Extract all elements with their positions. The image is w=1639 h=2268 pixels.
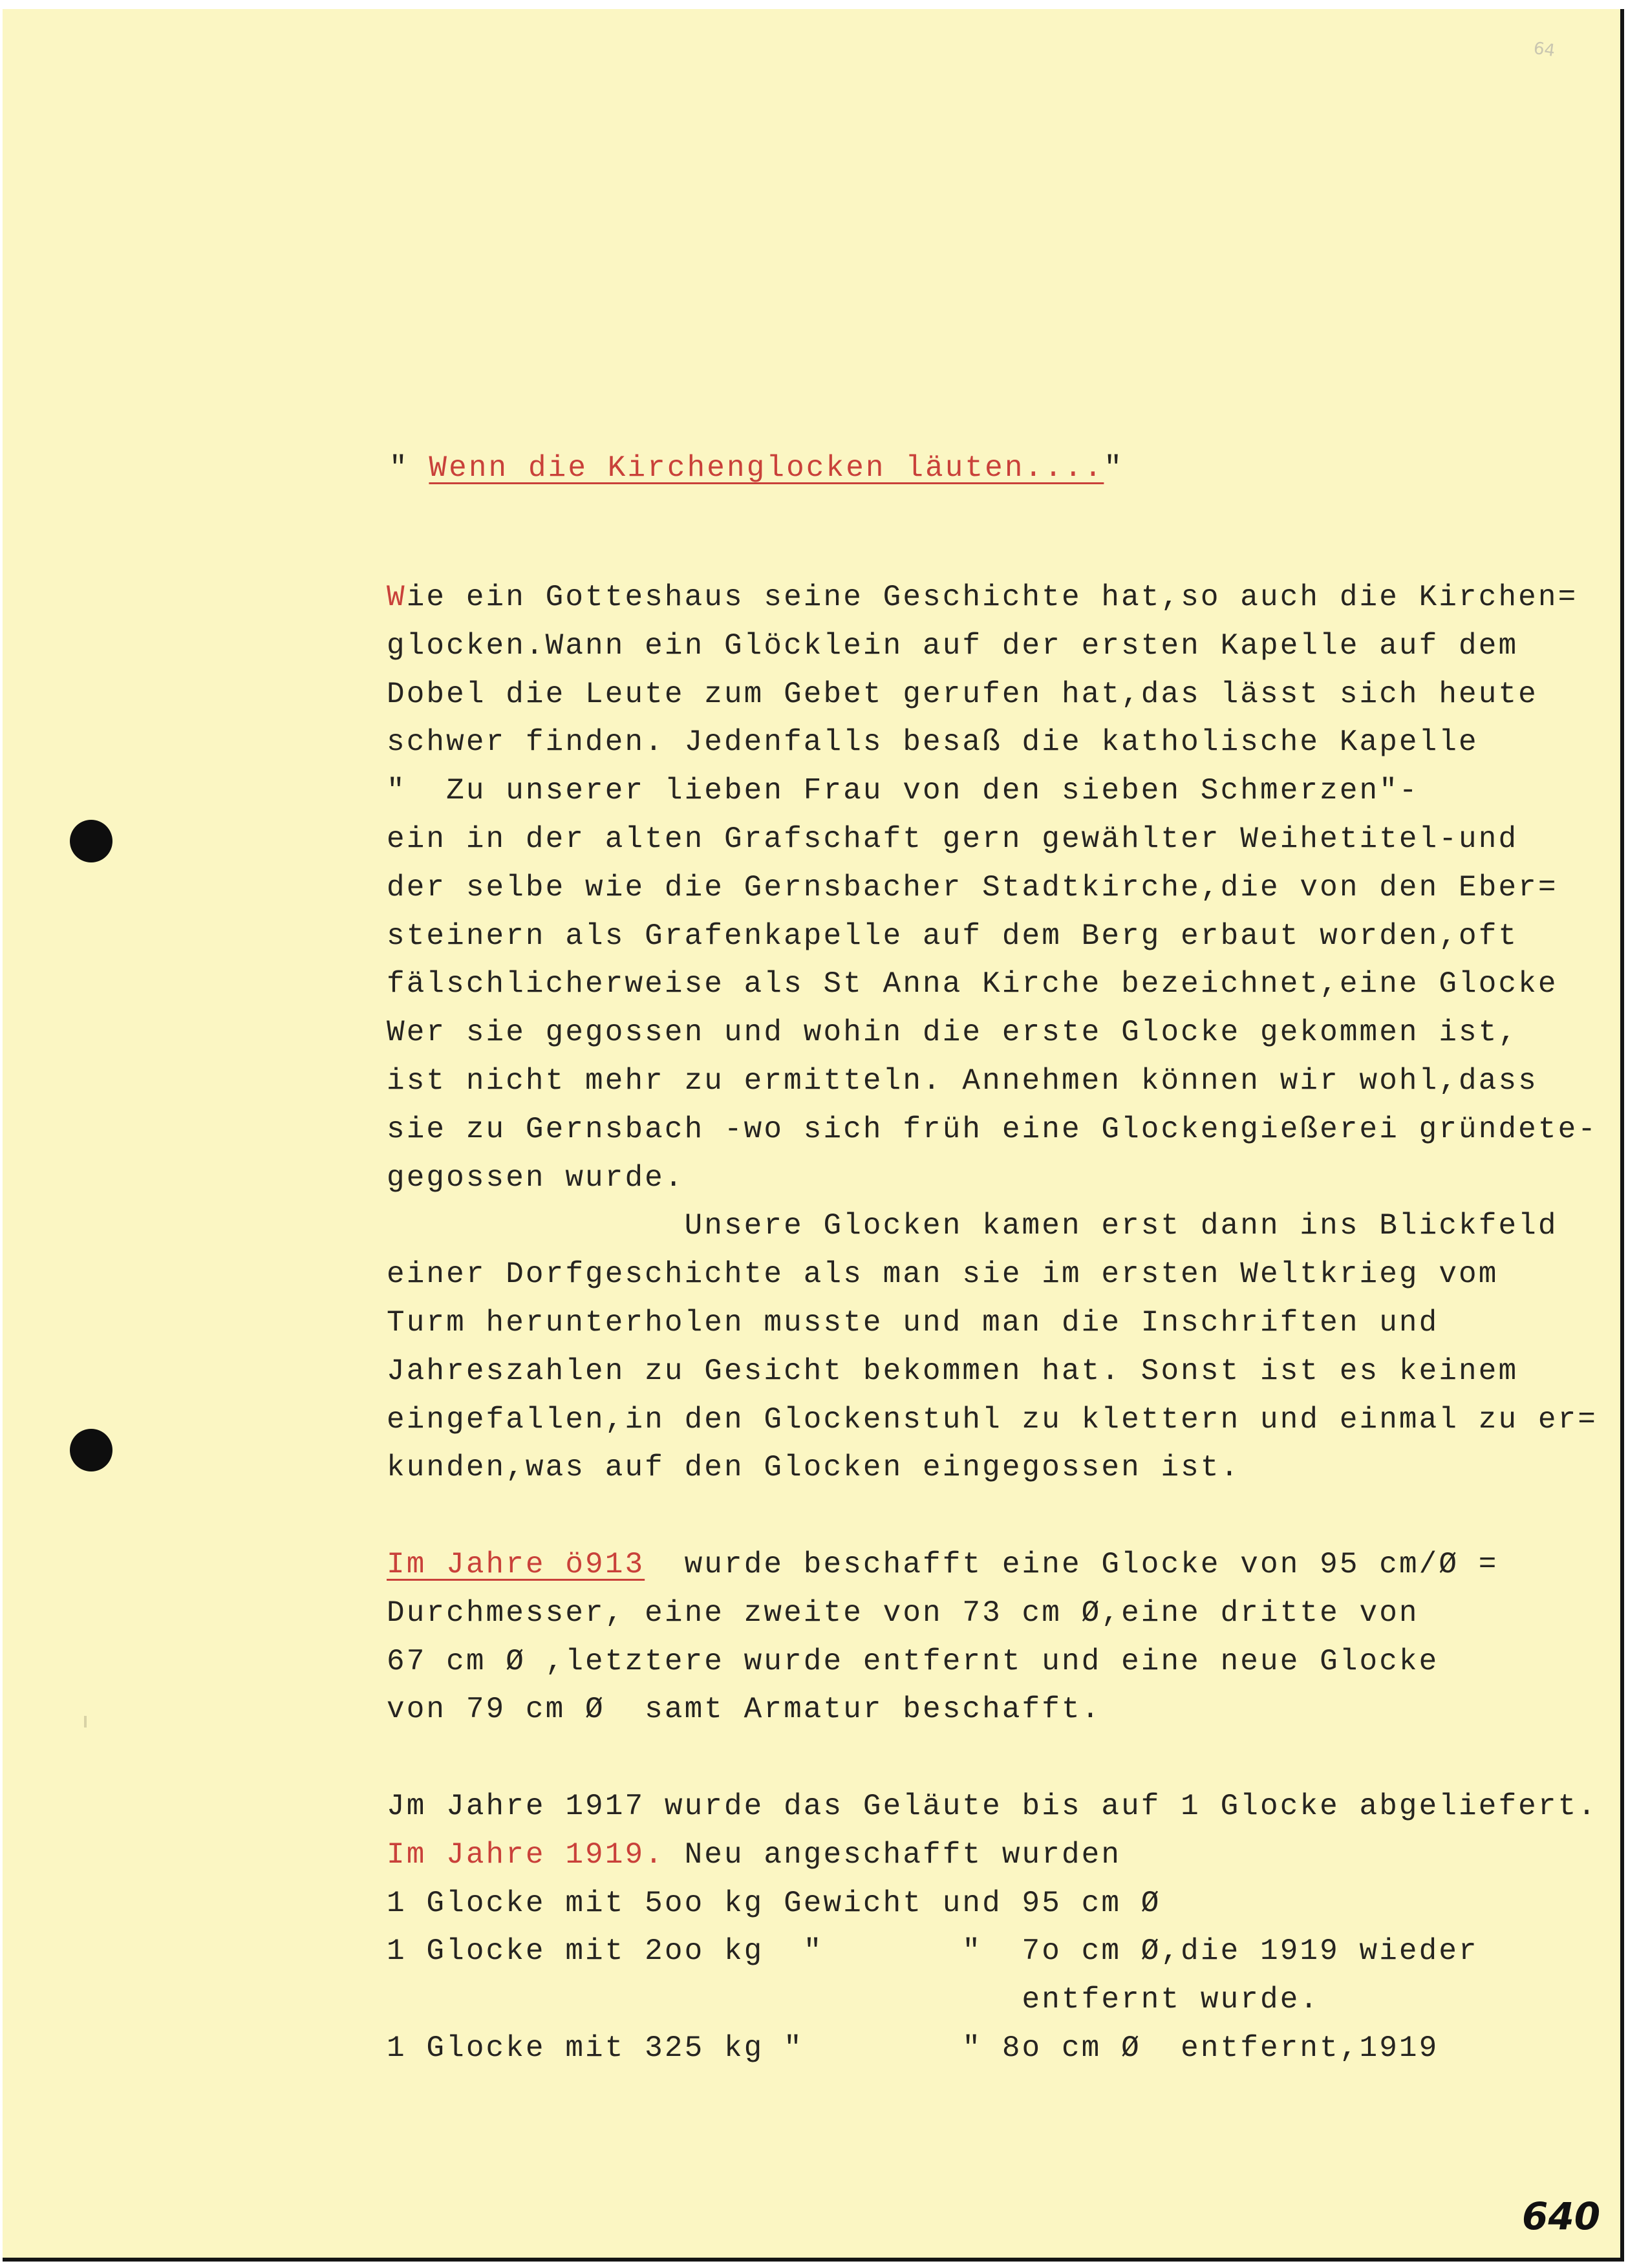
text-line: Turm herunterholen musste und man die Inschriften und — [387, 1306, 1439, 1340]
text-line: Wer sie gegossen und wohin die erste Glocke gekommen ist, — [387, 1016, 1519, 1049]
corner-pencil-note: 64 — [1532, 38, 1557, 61]
year-label-1913: Im Jahre ö913 — [387, 1548, 645, 1581]
document-title: " Wenn die Kirchenglocken läuten...." — [389, 451, 1124, 485]
text-line: ist nicht mehr zu ermitteln. Annehmen können wir wohl,dass — [387, 1064, 1538, 1098]
text-line: gegossen wurde. — [387, 1161, 685, 1195]
text-line: Jahreszahlen zu Gesicht bekommen hat. Sonst ist es keinem — [387, 1354, 1519, 1388]
paper-mark — [84, 1716, 87, 1728]
text-line: entfernt wurde. — [387, 1983, 1320, 2017]
page-number: 640 — [1522, 2194, 1601, 2238]
text-line: sie zu Gernsbach -wo sich früh eine Glockengießerei gründete- — [387, 1113, 1598, 1146]
text-line: ein in der alten Grafschaft gern gewählter Weihetitel-und — [387, 822, 1519, 856]
text-line: " Zu unserer lieben Frau von den sieben Schmerzen"- — [387, 774, 1419, 808]
text-line: 1 Glocke mit 325 kg " " 8o cm Ø entfernt,1919 — [387, 2031, 1439, 2065]
punch-hole — [70, 1429, 112, 1471]
text-line: Jm Jahre 1917 wurde das Geläute bis auf 1 Glocke abgeliefert. — [387, 1790, 1598, 1823]
text-line: fälschlicherweise als St Anna Kirche bezeichnet,eine Glocke — [387, 967, 1558, 1001]
text-line: schwer finden. Jedenfalls besaß die katholische Kapelle — [387, 725, 1479, 759]
text-line: von 79 cm Ø samt Armatur beschafft. — [387, 1693, 1102, 1726]
text-line: Im Jahre ö913 wurde beschafft eine Glocke von 95 cm/Ø = — [387, 1548, 1499, 1581]
punch-hole — [70, 820, 112, 862]
title-text: Wenn die Kirchenglocken läuten.... — [429, 451, 1104, 485]
text-line: 1 Glocke mit 2oo kg " " 7o cm Ø,die 1919 wieder — [387, 1934, 1479, 1968]
text-line: 67 cm Ø ,letztere wurde entfernt und eine neue Glocke — [387, 1645, 1439, 1678]
text-line: Durchmesser, eine zweite von 73 cm Ø,eine dritte von — [387, 1596, 1419, 1630]
text-line: glocken.Wann ein Glöcklein auf der ersten Kapelle auf dem — [387, 629, 1519, 663]
year-label-1919: Im Jahre 1919. — [387, 1838, 665, 1872]
text-line: Unsere Glocken kamen erst dann ins Blickfeld — [387, 1209, 1558, 1243]
text-line: einer Dorfgeschichte als man sie im ersten Weltkrieg vom — [387, 1257, 1499, 1291]
initial-letter: W — [387, 581, 407, 614]
text-line: eingefallen,in den Glockenstuhl zu klettern und einmal zu er= — [387, 1403, 1598, 1437]
text-line: 1 Glocke mit 5oo kg Gewicht und 95 cm Ø — [387, 1887, 1161, 1920]
text-line: steinern als Grafenkapelle auf dem Berg erbaut worden,oft — [387, 919, 1519, 953]
text-line: Dobel die Leute zum Gebet gerufen hat,das lässt sich heute — [387, 678, 1538, 711]
text-line: Im Jahre 1919. Neu angeschafft wurden — [387, 1838, 1122, 1872]
text-line: der selbe wie die Gernsbacher Stadtkirche,die von den Eber= — [387, 871, 1558, 904]
text-line: kunden,was auf den Glocken eingegossen ist. — [387, 1451, 1241, 1484]
text-line: Wie ein Gotteshaus seine Geschichte hat,so auch die Kirchen= — [387, 581, 1578, 614]
document-page — [3, 9, 1624, 2262]
